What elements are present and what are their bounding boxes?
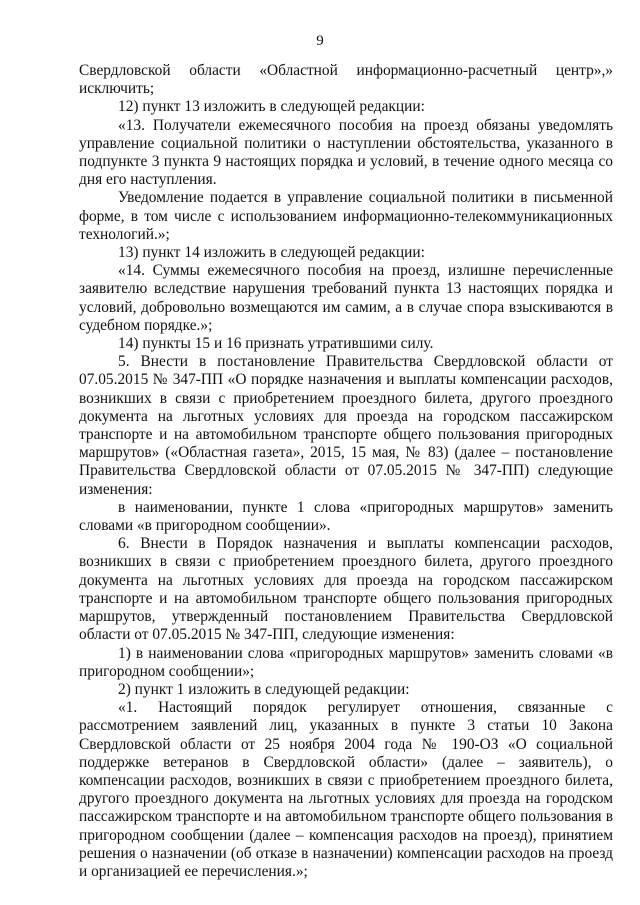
paragraph: Уведомление подается в управление социальной политики в письменной форме, в том числе с использованием информационно-телекоммуникационных технологий.»; [79,189,613,243]
document-body [79,62,613,881]
paragraph: 6. Внести в Порядок назначения и выплаты компенсации расходов, возникших в связи с приобретением проездного билета, другого проездного документа на льготных условиях для проезда на городском пассажирском транспорте и на автомобильном транспорте общего пользования пригородных маршрутов, утвержденный постановлением Правительства Свердловской области от 07.05.2015 № 347-ПП, следующие изменения: [79,535,613,644]
paragraph: 12) пункт 13 изложить в следующей редакции: [118,98,425,116]
paragraph: в наименовании, пункте 1 слова «пригородных маршрутов» заменить словами «в пригородном сообщении». [79,498,613,535]
paragraph: 5. Внести в постановление Правительства Свердловской области от 07.05.2015 № 347-ПП «О порядке назначения и выплаты компенсации расходов, возникших в связи с приобретением проездного билета, другого проездного документа на льготных условиях для проезда на городском пассажирском транспорте и на автомобильном транспорте общего пользования пригородных маршрутов» («Областная газета», 2015, 15 мая, № 83) (далее – постановление Правительства Свердловской области от 07.05.2015 № 347-ПП) следующие изменения: [79,353,613,498]
paragraph: «1. Настоящий порядок регулирует отношения, связанные с рассмотрением заявлений лиц, указанных в пункте 3 статьи 10 Закона Свердловской области от 25 ноября 2004 года № 190-ОЗ «О социальной поддержке ветеранов в Свердловской области» (далее – заявитель), о компенсации расходов, возникших в связи с приобретением проездного билета, другого проездного документа на льготных условиях для проезда на городском пассажирском транспорте и на автомобильном транспорте общего пользования в пригородном сообщении (далее – компенсация расходов на проезд), принятием решения о назначении (об отказе в назначении) компенсации расходов на проезд и организацией ее перечисления.»; [79,699,613,880]
page-number: 9 [316,33,324,49]
paragraph: Свердловской области «Областной информационно-расчетный центр»,» исключить; [79,62,613,98]
paragraph: 1) в наименовании слова «пригородных маршрутов» заменить словами «в пригородном сообщении»; [79,644,613,680]
paragraph: 14) пункты 15 и 16 признать утратившими силу. [118,335,434,353]
paragraph: 13) пункт 14 изложить в следующей редакции: [118,244,425,262]
paragraph: «13. Получатели ежемесячного пособия на проезд обязаны уведомлять управление социальной политики о наступлении обстоятельства, указанного в подпункте 3 пункта 9 настоящих порядка и условий, в течение одного месяца со дня его наступления. [79,116,613,189]
paragraph: «14. Суммы ежемесячного пособия на проезд, излишне перечисленные заявителю вследствие нарушения требований пункта 13 настоящих порядка и условий, добровольно возмещаются им самим, а в случае спора взыскиваются в судебном порядке.»; [79,262,613,334]
paragraph: 2) пункт 1 изложить в следующей редакции: [118,680,410,698]
